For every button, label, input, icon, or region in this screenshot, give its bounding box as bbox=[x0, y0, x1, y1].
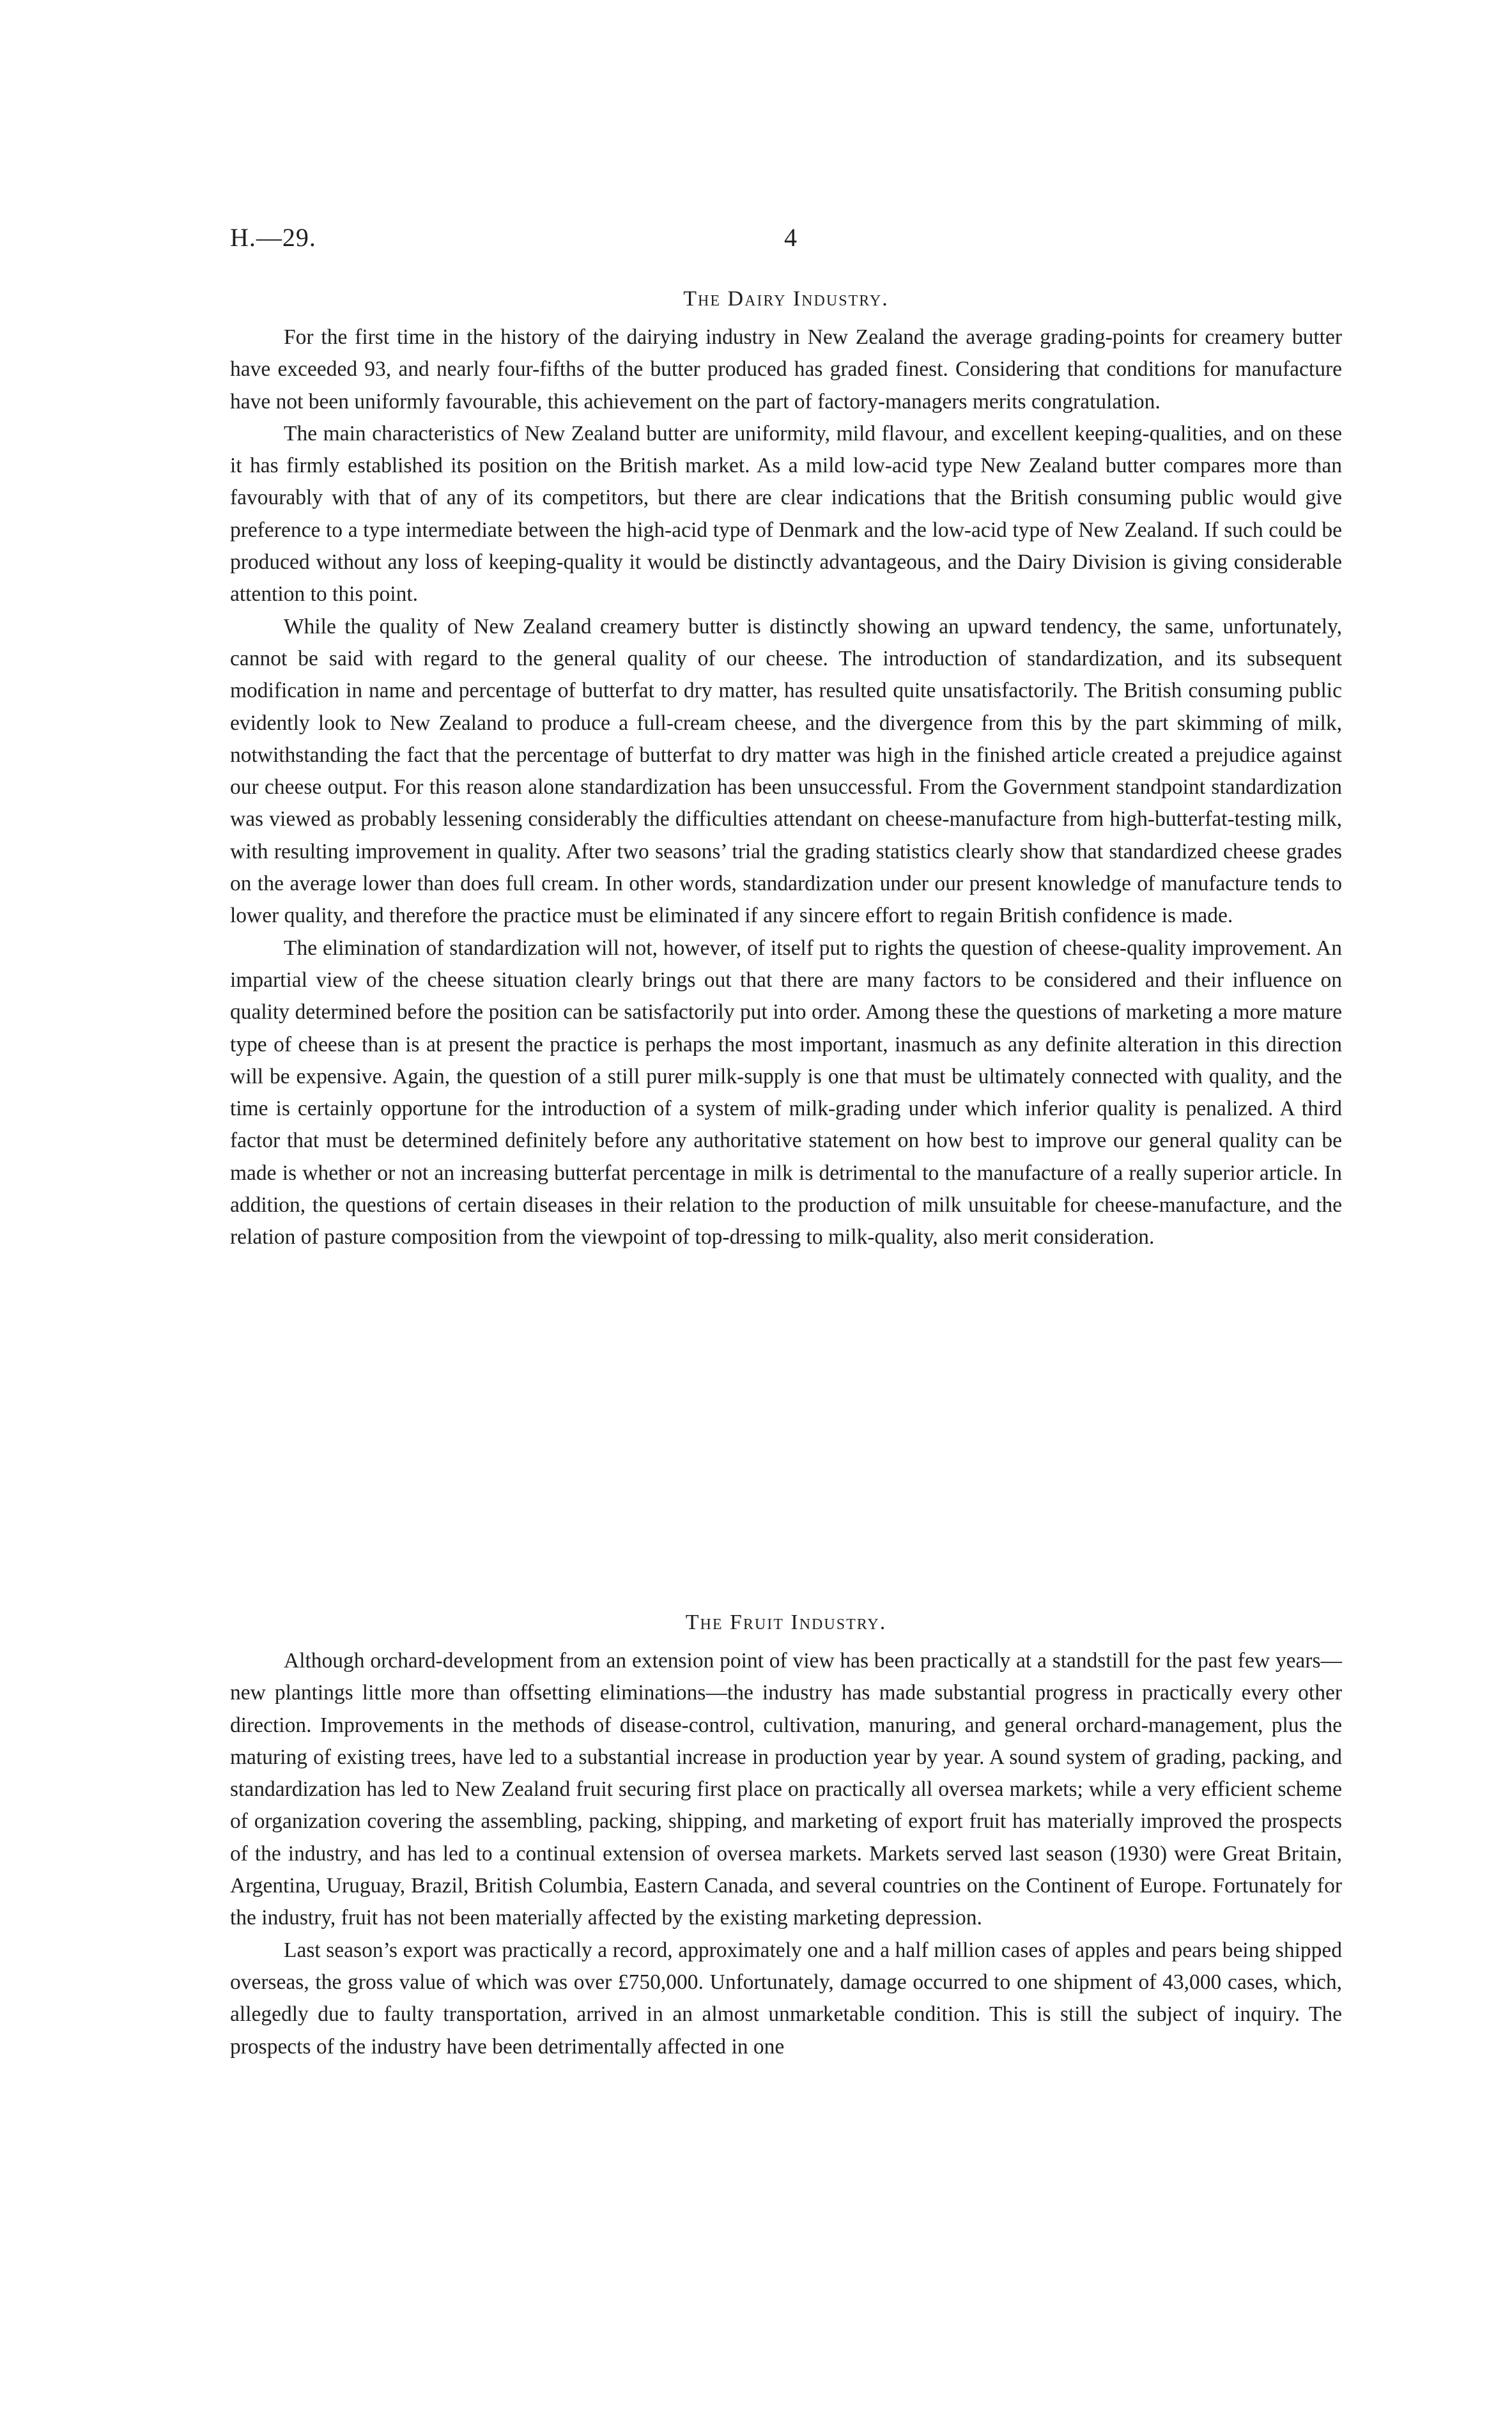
section-dairy-industry bbox=[230, 284, 1342, 1254]
section-heading: The Fruit Industry. bbox=[685, 1611, 887, 1634]
paragraph: The main characteristics of New Zealand butter are uniformity, mild flavour, and excellent keeping-qualities, and on these it has firmly established its position on the British market. As a mild low-acid type New Zealand butter compares more than favourably with that of any of its competitors, but there are clear indications that the British consuming public would give preference to a type intermediate between the high-acid type of Denmark and the low-acid type of New Zealand. If such could be produced without any loss of keeping-quality it would be distinctly advantageous, and the Dairy Division is giving considerable attention to this point. bbox=[230, 421, 1342, 607]
paragraph: The elimination of standardization will not, however, of itself put to rights the question of cheese-quality improvement. An impartial view of the cheese situation clearly brings out that there are many factors to be considered and their influence on quality determined before the position can be satisfactorily put into order. Among these the questions of marketing a more mature type of cheese than is at present the practice is perhaps the most important, inasmuch as any definite alteration in this direction will be expensive. Again, the question of a still purer milk-supply is one that must be ultimately connected with quality, and the time is certainly opportune for the introduction of a system of milk-grading under which inferior quality is penalized. A third factor that must be determined definitely before any authoritative statement on how best to improve our general quality can be made is whether or not an increasing butterfat percentage in milk is detrimental to the manufacture of a really superior article. In addition, the questions of certain diseases in their relation to the production of milk unsuitable for cheese-manufacture, and the relation of pasture composition from the viewpoint of top-dressing to milk-quality, also merit consideration. bbox=[230, 936, 1342, 1249]
document-reference: H.—29. bbox=[230, 223, 316, 252]
page-number: 4 bbox=[784, 223, 797, 252]
page-header bbox=[230, 222, 1342, 261]
section-heading: The Dairy Industry. bbox=[683, 287, 889, 311]
paragraph: Last season’s export was practically a record, approximately one and a half million cases of apples and pears being shipped overseas, the gross value of which was over £750,000. Unfortunately, damage occurred to one shipment of 43,000 cases, which, allegedly due to faulty transportation, arrived in an almost unmarketable condition. This is still the subject of inquiry. The prospects of the industry have been detrimentally affected in one bbox=[230, 1938, 1342, 2059]
paragraph: While the quality of New Zealand creamery butter is distinctly showing an upward tendency, the same, unfortunately, cannot be said with regard to the general quality of our cheese. The introduction of standardization, and its subsequent modification in name and percentage of butterfat to dry matter, has resulted quite unsatisfactorily. The British consuming public evidently look to New Zealand to produce a full-cream cheese, and the divergence from this by the part skimming of milk, notwithstanding the fact that the percentage of butterfat to dry matter was high in the finished article created a prejudice against our cheese output. For this reason alone standardization has been unsuccessful. From the Government standpoint standardization was viewed as probably lessening considerably the difficulties attendant on cheese-manufacture from high-butterfat-testing milk, with resulting improvement in quality. After two seasons’ trial the grading statistics clearly show that standardized cheese grades on the average lower than does full cream. In other words, standardization under our present knowledge of manufacture tends to lower quality, and therefore the practice must be eliminated if any sincere effort to regain British confidence is made. bbox=[230, 614, 1342, 928]
paragraph: For the first time in the history of the dairying industry in New Zealand the average grading-points for creamery butter have exceeded 93, and nearly four-fifths of the butter produced has graded finest. Considering that conditions for manufacture have not been uniformly favourable, this achievement on the part of factory-managers merits congratulation. bbox=[230, 325, 1342, 414]
section-fruit-industry bbox=[230, 1608, 1342, 2063]
paragraph: Although orchard-development from an extension point of view has been practically at a standstill for the past few years—new plantings little more than offsetting eliminations—the industry has made substantial progress in practically every other direction. Improvements in the methods of disease-control, cultivation, manuring, and general orchard-management, plus the maturing of existing trees, have led to a substantial increase in production year by year. A sound system of grading, packing, and standardization has led to New Zealand fruit securing first place on practically all oversea markets; while a very efficient scheme of organization covering the assembling, packing, shipping, and marketing of export fruit has materially improved the prospects of the industry, and has led to a continual extension of oversea markets. Markets served last season (1930) were Great Britain, Argentina, Uruguay, Brazil, British Columbia, Eastern Canada, and several countries on the Continent of Europe. Fortunately for the industry, fruit has not been materially affected by the existing marketing depression. bbox=[230, 1649, 1342, 1930]
